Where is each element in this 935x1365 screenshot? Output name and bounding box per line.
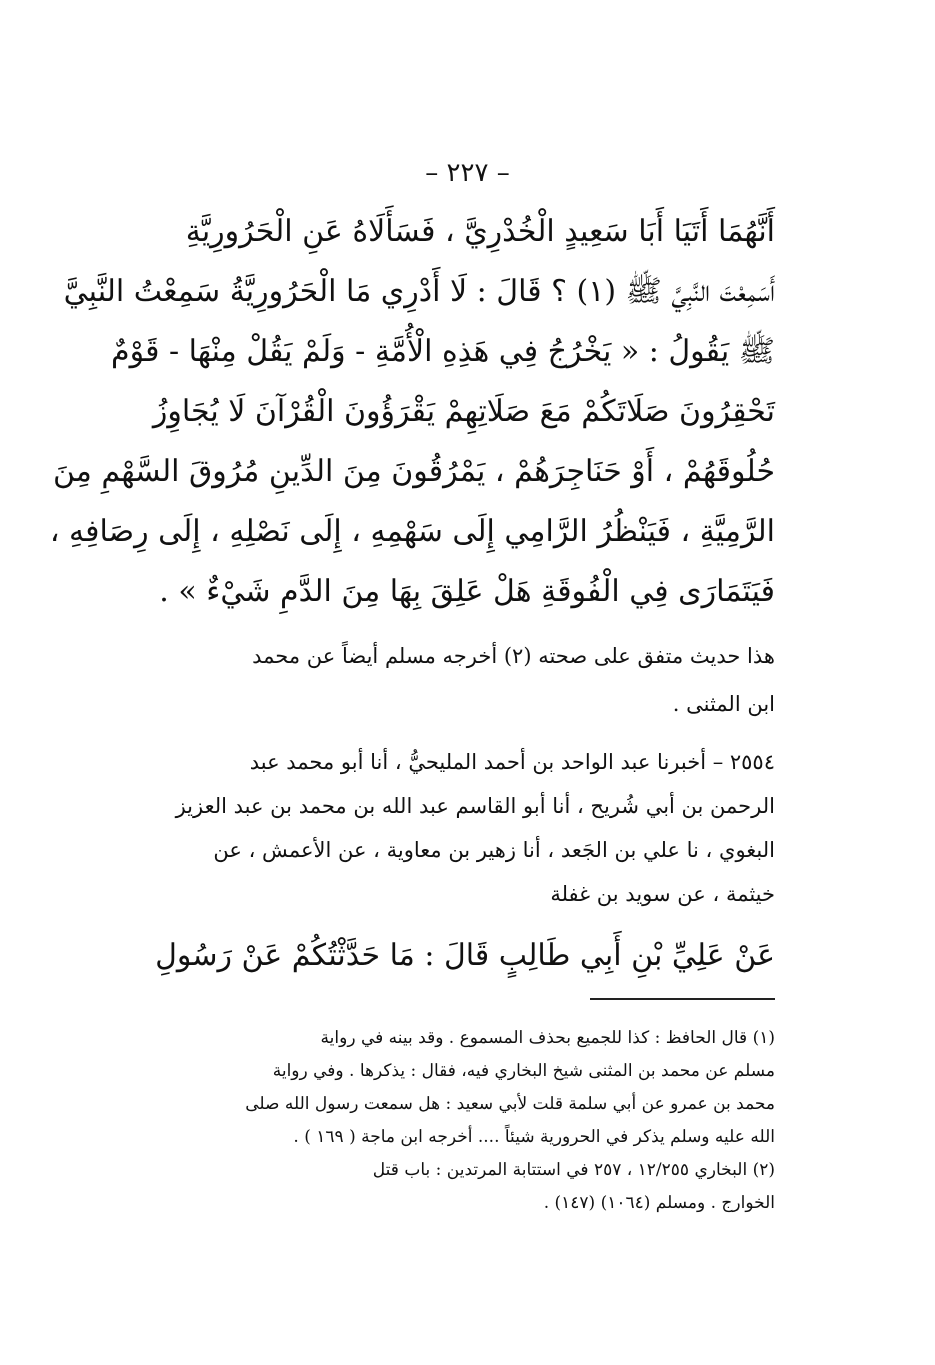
text-line: خيثمة ، عن سويد بن غفلة: [550, 882, 775, 906]
footnote-divider: [590, 998, 775, 1000]
text-line: ﷺ يَقُولُ : « يَخْرُجُ فِي هَذِهِ الْأُمَّةِ - وَلَمْ يَقُلْ مِنْهَا - قَوْمٌ: [111, 334, 775, 369]
matn-text: [140, 926, 775, 986]
hadith-text: [49, 202, 775, 622]
text-line: أَسَمِعْتَ النَّبِيَّ ﷺ (١) ؟ قَالَ : لَا أَدْرِي مَا الْحَرُورِيَّةُ سَمِعْتُ النَّبِيَّ: [63, 274, 775, 309]
text-line: الرَّمِيَّةِ ، فَيَنْظُرُ الرَّامِي إِلَى سَهْمِهِ ، إِلَى نَصْلِهِ ، إِلَى رِصَافِهِ ،: [49, 514, 775, 549]
text-line: ٢٥٥٤ – أخبرنا عبد الواحد بن أحمد المليحيُّ ، أنا أبو محمد عبد: [249, 750, 775, 774]
footnote-line: الخوارج . ومسلم (١٠٦٤) (١٤٧) .: [543, 1193, 775, 1213]
text-line: فَيَتَمَارَى فِي الْفُوقَةِ هَلْ عَلِقَ بِهَا مِنَ الدَّمِ شَيْءٌ » .: [159, 574, 775, 609]
footnote-line: مسلم عن محمد بن المثنى شيخ البخاري فيه، فقال : يذكرها . وفي رواية: [272, 1061, 775, 1081]
text-line: حُلُوقَهُمْ ، أَوْ حَنَاجِرَهُمْ ، يَمْرُقُونَ مِنَ الدِّينِ مُرُوقَ السَّهْمِ مِنَ: [52, 454, 775, 489]
footnotes: [140, 1022, 775, 1220]
text-line: تَحْقِرُونَ صَلَاتَكُمْ مَعَ صَلَاتِهِمْ يَقْرَؤُونَ الْقُرْآنَ لَا يُجَاوِزُ: [152, 394, 775, 429]
page-number: – ٢٢٧ –: [425, 158, 510, 188]
text-line: الرحمن بن أبي شُريح ، أنا أبو القاسم عبد الله بن محمد بن عبد العزيز: [175, 794, 775, 818]
text-line: عَنْ عَلِيِّ بْنِ أَبِي طَالِبٍ قَالَ : مَا حَدَّثْتُكُمْ عَنْ رَسُولِ: [155, 938, 775, 973]
text-line: البغوي ، نا علي بن الجَعد ، أنا زهير بن معاوية ، عن الأعمش ، عن: [213, 838, 775, 862]
isnad-paragraph: [140, 740, 775, 916]
footnote-line: (١) قال الحافظ : كذا للجميع بحذف المسموع . وقد بينه في رواية: [320, 1028, 775, 1048]
footnote-line: الله عليه وسلم يذكر في الحرورية شيئاً .... أخرجه ابن ماجة ( ١٦٩ ) .: [293, 1127, 775, 1147]
text-line: ابن المثنى .: [672, 692, 775, 716]
text-line: هذا حديث متفق على صحته (٢) أخرجه مسلم أيضاً عن محمد: [252, 644, 775, 668]
text-line: أَنَّهُمَا أَتَيَا أَبَا سَعِيدٍ الْخُدْرِيَّ ، فَسَأَلَاهُ عَنِ الْحَرُورِيَّةِ: [185, 214, 775, 249]
footnote-line: محمد بن عمرو عن أبي سلمة قلت لأبي سعيد : هل سمعت رسول الله صلى: [245, 1094, 775, 1114]
takhrij-paragraph: [140, 632, 775, 728]
footnote-line: (٢) البخاري ١٢/٢٥٥ ، ٢٥٧ في استتابة المرتدين : باب قتل: [372, 1160, 775, 1180]
